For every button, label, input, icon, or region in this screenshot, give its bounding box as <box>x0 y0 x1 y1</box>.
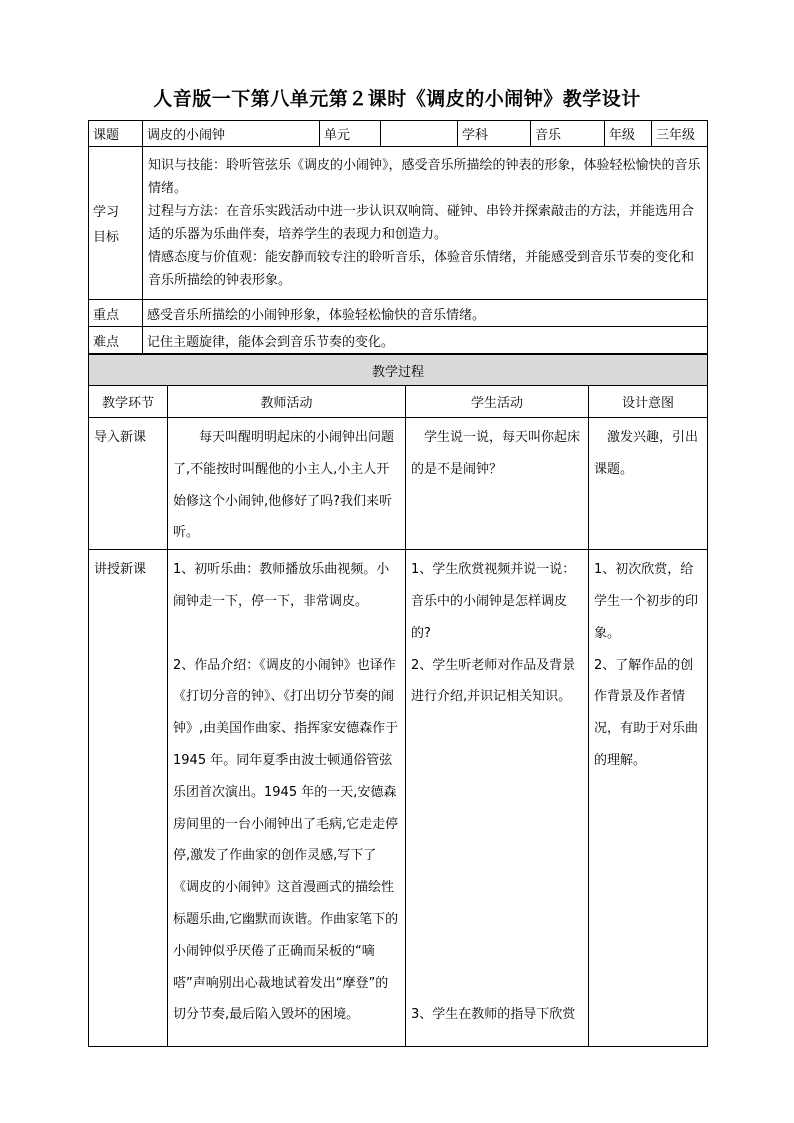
teacher-step-1: 1、初听乐曲：教师播放乐曲视频。小闹钟走一下，停一下，非常调皮。 <box>173 562 390 609</box>
intro-teacher-activity: 每天叫醒明明起床的小闹钟出问题了,不能按时叫醒他的小主人,小主人开始修这个小闹钟,他修好了吗?我们来听听。 <box>168 418 406 550</box>
spacer <box>173 618 400 650</box>
goals-text <box>143 147 708 300</box>
intro-design-intent: 激发兴趣，引出课题。 <box>589 418 708 550</box>
goal-attitude: 情感态度与价值观：能安静而较专注的聆听音乐，体验音乐情绪，并能感受到音乐节奏的变化和音乐所描绘的钟表形象。 <box>148 250 695 288</box>
subject-value: 音乐 <box>531 121 605 147</box>
goals-label-line2: 目标 <box>93 230 120 245</box>
info-row <box>89 121 708 147</box>
topic-label: 课题 <box>89 121 143 147</box>
teaching-process-table <box>88 354 708 1047</box>
process-header-row <box>89 355 708 386</box>
topic-value: 调皮的小闹钟 <box>143 121 320 147</box>
student-step-2: 2、学生听老师对作品及背景进行介绍,并识记相关知识。 <box>411 657 576 705</box>
goals-label <box>89 147 143 300</box>
intent-step-1: 1、初次欣赏，给学生一个初步的印象。 <box>594 562 699 641</box>
teach-student-activity <box>406 550 589 1047</box>
teacher-step-2: 2、作品介绍：《调皮的小闹钟》也译作《打切分音的钟》、《打出切分节奏的闹钟》,由美国作曲家、指挥家安德森作于 1945 年。同年夏季由波士顿通俗管弦乐团首次演出。1945 年的一天,安德森房间里的一台小闹钟出了毛病,它走走停停,激发了作曲家的创作灵感,写下了《调皮的小闹钟》这首漫画式的描绘性标题乐曲,它幽默而诙谐。作曲家笔下的小闹钟似乎厌倦了正确而呆板的“嘀嗒”声响别出心裁地试着发出“摩登”的切分节奏,最后陷入毁坏的困境。 <box>173 657 399 1023</box>
col-header-stage: 教学环节 <box>89 386 168 418</box>
teach-teacher-activity <box>168 550 406 1047</box>
grade-label: 年级 <box>605 121 652 147</box>
student-step-3: 3、学生在教师的指导下欣赏 <box>411 1007 576 1023</box>
intent-step-2: 2、了解作品的创作背景及作者情况，有助于对乐曲的理解。 <box>594 657 699 768</box>
difficulty-label: 难点 <box>89 327 143 354</box>
teach-design-intent <box>589 550 708 1047</box>
document-title: 人音版一下第八单元第２课时《调皮的小闹钟》教学设计 <box>153 88 641 110</box>
goal-process: 过程与方法：在音乐实践活动中进一步认识双响筒、碰钟、串铃并探索敲击的方法，并能选用合适的乐器为乐曲伴奏，培养学生的表现力和创造力。 <box>148 204 695 242</box>
key-point-row <box>89 300 708 327</box>
lesson-info-table <box>88 120 708 354</box>
col-header-student: 学生活动 <box>406 386 589 418</box>
intro-student-activity: 学生说一说，每天叫你起床的是不是闹钟？ <box>406 418 589 550</box>
student-step-1: 1、学生欣赏视频并说一说：音乐中的小闹钟是怎样调皮的? <box>411 562 576 641</box>
goals-label-line1: 学习 <box>93 205 120 220</box>
difficulty-text: 记住主题旋律，能体会到音乐节奏的变化。 <box>143 327 708 354</box>
goal-knowledge: 知识与技能：聆听管弦乐《调皮的小闹钟》，感受音乐所描绘的钟表的形象，体验轻松愉快的音乐情绪。 <box>148 158 701 196</box>
unit-value <box>381 121 458 147</box>
col-header-intent: 设计意图 <box>589 386 708 418</box>
column-header-row <box>89 386 708 418</box>
teach-row <box>89 550 708 1047</box>
teach-stage: 讲授新课 <box>89 550 168 1047</box>
grade-value: 三年级 <box>652 121 708 147</box>
intro-stage: 导入新课 <box>89 418 168 550</box>
col-header-teacher: 教师活动 <box>168 386 406 418</box>
intro-row <box>89 418 708 550</box>
unit-label: 单元 <box>320 121 381 147</box>
process-header: 教学过程 <box>89 355 708 386</box>
spacer <box>411 713 583 999</box>
key-point-text: 感受音乐所描绘的小闹钟形象，体验轻松愉快的音乐情绪。 <box>143 300 708 327</box>
goals-row <box>89 147 708 300</box>
difficulty-row <box>89 327 708 354</box>
key-point-label: 重点 <box>89 300 143 327</box>
subject-label: 学科 <box>458 121 531 147</box>
